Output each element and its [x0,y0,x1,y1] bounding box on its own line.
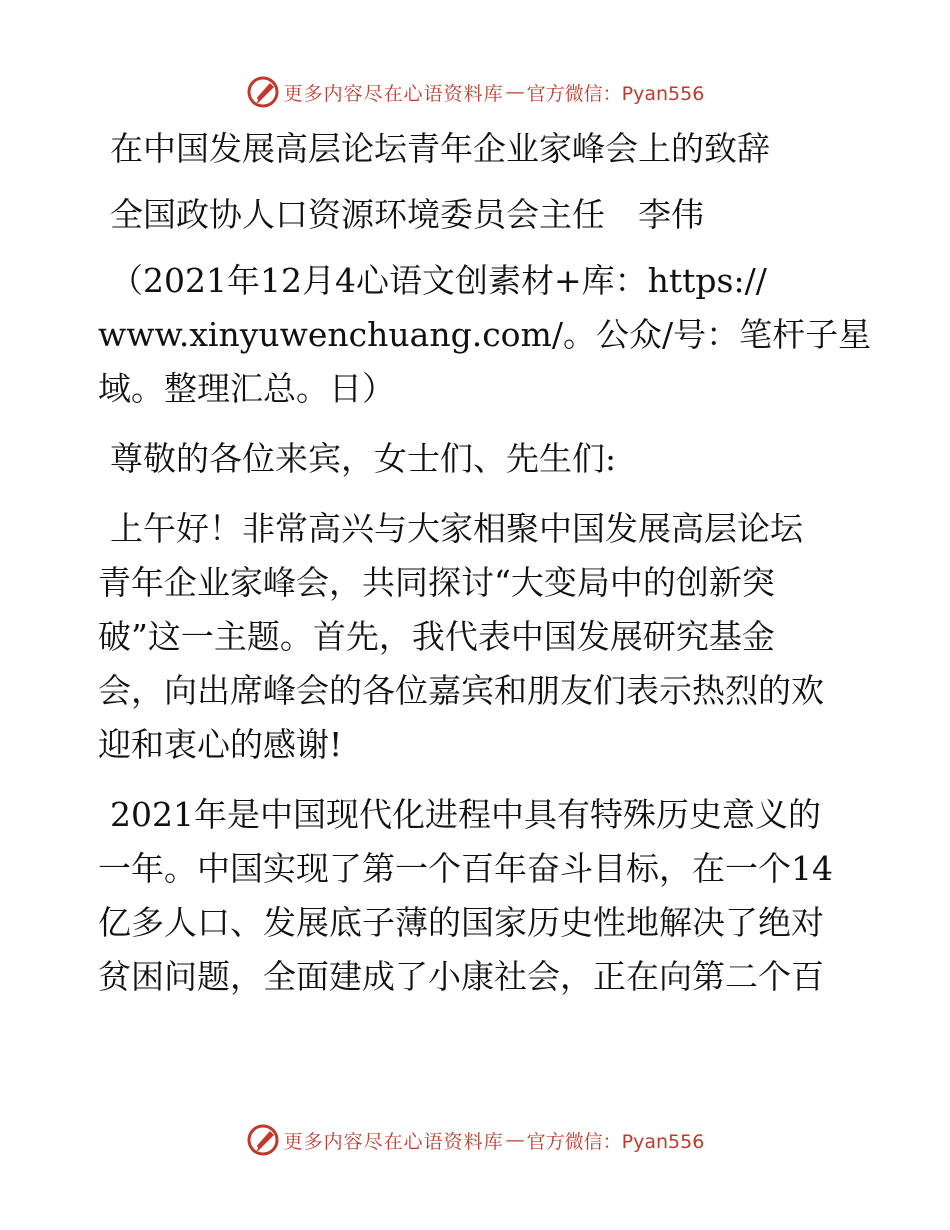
banner-text: 更多内容尽在心语资料库 [283,82,504,105]
paragraph-line: 破”这一主题。首先，我代表中国发展研究基金 [98,617,775,656]
banner-separator: — [505,1129,525,1151]
banner-wechat: 官方微信：Pyan556 [526,82,705,105]
pen-logo-icon [246,1123,280,1157]
paragraph-line: 贫困问题，全面建成了小康社会，正在向第二个百 [98,957,824,996]
document-title: 在中国发展高层论坛青年企业家峰会上的致辞 [110,129,770,168]
salutation: 尊敬的各位来宾，女士们、先生们: [110,439,617,478]
paragraph-line: 迎和衷心的感谢! [98,725,343,764]
document-author: 全国政协人口资源环境委员会主任 李伟 [110,195,704,234]
paragraph-line: 一年。中国实现了第一个百年奋斗目标，在一个14 [98,849,833,888]
date-note-line: （2021年12月4心语文创素材+库：https:// [110,261,767,300]
header-banner [0,72,950,112]
footer-banner [0,1120,950,1160]
banner-wechat: 官方微信：Pyan556 [526,1130,705,1153]
paragraph-line: 上午好！非常高兴与大家相聚中国发展高层论坛 [110,509,803,548]
paragraph-line: 2021年是中国现代化进程中具有特殊历史意义的 [110,795,821,834]
banner-text: 更多内容尽在心语资料库 [283,1130,504,1153]
date-note-line: www.xinyuwenchuang.com/。公众/号：笔杆子星 [98,315,872,354]
paragraph-line: 青年企业家峰会，共同探讨“大变局中的创新突 [98,563,775,602]
paragraph-line: 亿多人口、发展底子薄的国家历史性地解决了绝对 [98,903,824,942]
date-note-line: 域。整理汇总。日） [98,369,395,408]
banner-separator: — [505,81,525,103]
paragraph-line: 会，向出席峰会的各位嘉宾和朋友们表示热烈的欢 [98,671,824,710]
document-body [98,122,872,1004]
pen-logo-icon [246,75,280,109]
